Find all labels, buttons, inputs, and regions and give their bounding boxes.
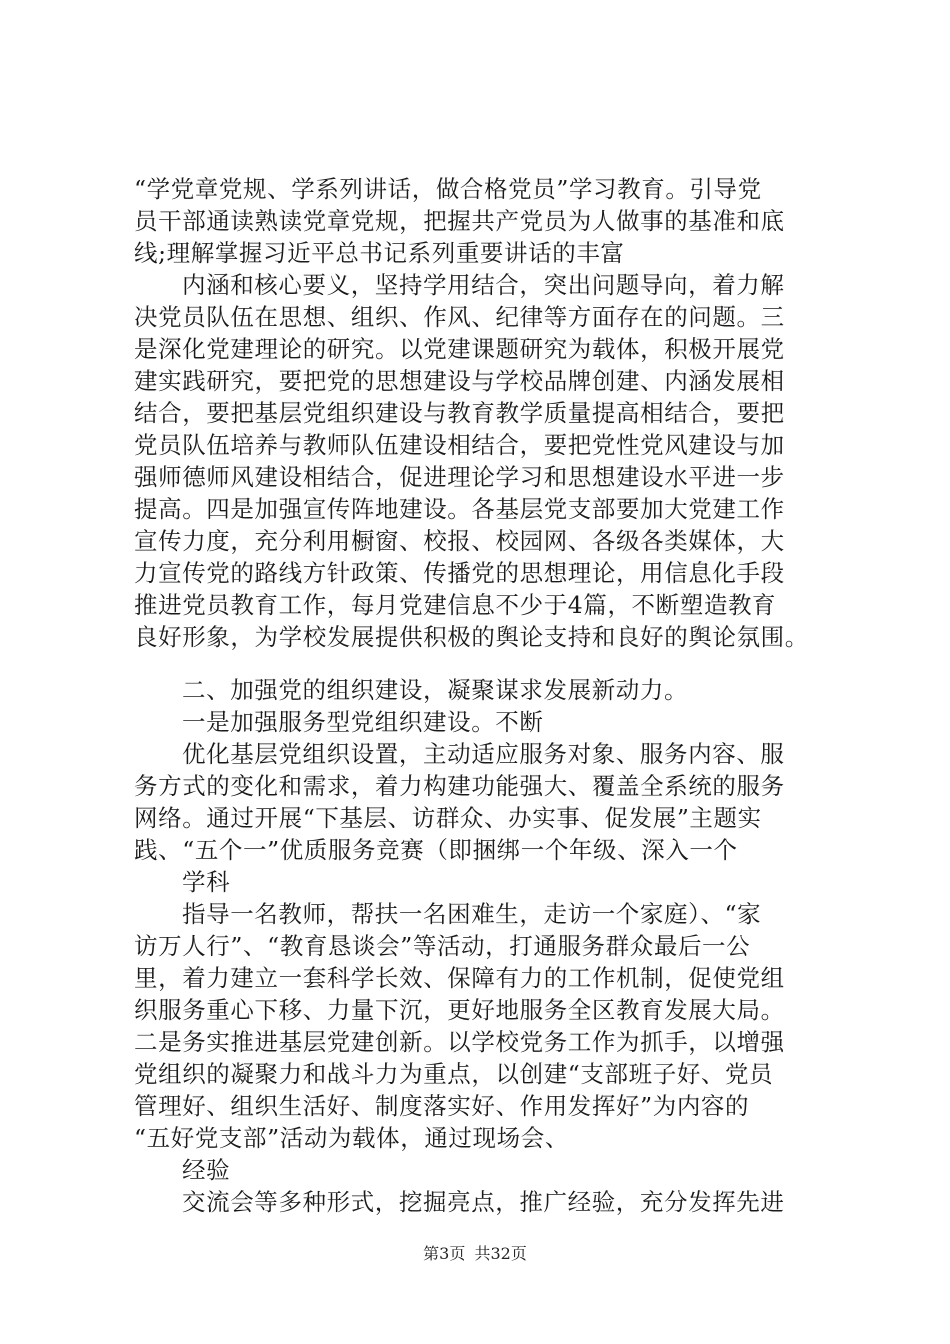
- text-line: 网络。通过开展“下基层、访群众、办实事、促发展”主题实: [134, 804, 762, 832]
- text-line: 力宣传党的路线方针政策、传播党的思想理论，用信息化手段: [134, 559, 785, 587]
- text-line: 务方式的变化和需求，着力构建功能强大、覆盖全系统的服务: [134, 772, 785, 800]
- text-line: 经验: [182, 1156, 231, 1184]
- text-line: 建实践研究，要把党的思想建设与学校品牌创建、内涵发展相: [134, 367, 785, 395]
- text-line: “五好党支部”活动为载体，通过现场会、: [134, 1124, 569, 1152]
- text-line: 学科: [182, 868, 231, 896]
- text-line: 党员队伍培养与教师队伍建设相结合，要把党性党风建设与加: [134, 431, 785, 459]
- text-line: 推进党员教育工作，每月党建信息不少于4篇，不断塑造教育: [134, 591, 777, 619]
- text-line: 结合，要把基层党组织建设与教育教学质量提高相结合，要把: [134, 399, 785, 427]
- text-line: 织服务重心下移、力量下沉，更好地服务全区教育发展大局。: [134, 996, 785, 1024]
- text-line: 党组织的凝聚力和战斗力为重点，以创建“支部班子好、党员: [134, 1060, 774, 1088]
- text-line: 一是加强服务型党组织建设。不断: [182, 708, 544, 736]
- text-line: 二是务实推进基层党建创新。以学校党务工作为抓手，以增强: [134, 1028, 785, 1056]
- text-line: 良好形象，为学校发展提供积极的舆论支持和良好的舆论氛围。: [134, 623, 809, 651]
- text-line: 优化基层党组织设置，主动适应服务对象、服务内容、服: [182, 740, 785, 768]
- text-line: 指导一名教师，帮扶一名困难生，走访一个家庭）、“家: [182, 900, 762, 928]
- text-line: 决党员队伍在思想、组织、作风、纪律等方面存在的问题。三: [134, 303, 785, 331]
- text-line: 里，着力建立一套科学长效、保障有力的工作机制，促使党组: [134, 964, 785, 992]
- page-total: 共32页: [474, 1244, 527, 1263]
- page-number: 第3页: [423, 1244, 466, 1263]
- text-line: 践、“五个一”优质服务竞赛（即捆绑一个年级、深入一个: [134, 836, 738, 864]
- text-line: 访万人行”、“教育恳谈会”等活动，打通服务群众最后一公: [134, 932, 751, 960]
- text-line: “学党章党规、学系列讲话，做合格党员”学习教育。引导党: [134, 175, 762, 203]
- section-heading: 二、加强党的组织建设，凝聚谋求发展新动力。: [182, 676, 689, 704]
- text-line: 线;理解掌握习近平总书记系列重要讲话的丰富: [134, 239, 625, 267]
- text-line: 交流会等多种形式，挖掘亮点，推广经验，充分发挥先进: [182, 1188, 785, 1216]
- text-line: 员干部通读熟读党章党规，把握共产党员为人做事的基准和底: [134, 207, 785, 235]
- text-line: 管理好、组织生活好、制度落实好、作用发挥好”为内容的: [134, 1092, 750, 1120]
- text-line: 内涵和核心要义，坚持学用结合，突出问题导向，着力解: [182, 271, 785, 299]
- text-line: 宣传力度，充分利用橱窗、校报、校园网、各级各类媒体，大: [134, 527, 785, 555]
- page-footer: [0, 1244, 950, 1264]
- text-line: 是深化党建理论的研究。以党建课题研究为载体，积极开展党: [134, 335, 785, 363]
- text-line: 提高。四是加强宣传阵地建设。各基层党支部要加大党建工作: [134, 495, 785, 523]
- text-line: 强师德师风建设相结合，促进理论学习和思想建设水平进一步: [134, 463, 785, 491]
